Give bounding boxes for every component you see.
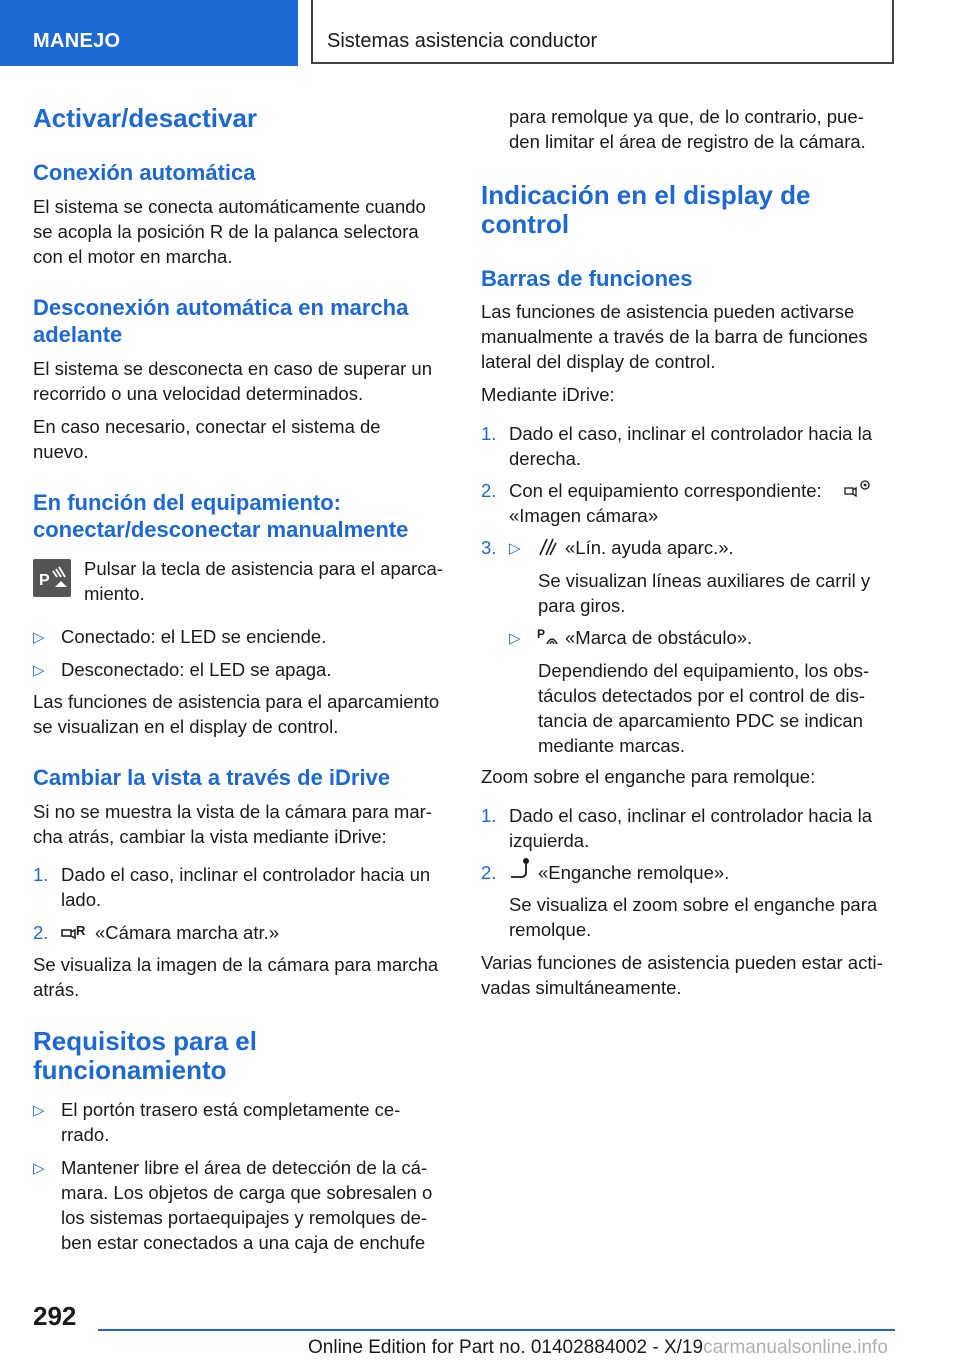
text-line: Se visualiza la imagen de la cámara para marcha	[33, 954, 439, 975]
list-item: Dado el caso, inclinar el controlador hacia la	[509, 805, 873, 826]
heading-indicacion: Indicación en el display de	[481, 180, 811, 210]
list-item: «Marca de obstáculo».	[565, 627, 753, 648]
heading-conexion: Conexión automática	[33, 160, 256, 185]
obstacle-marker-icon	[537, 624, 559, 646]
list-number: 2.	[481, 480, 497, 501]
list-item-cont: para giros.	[538, 595, 626, 616]
svg-text:P: P	[39, 572, 50, 589]
text-line: El sistema se conecta automáticamente cuando	[33, 196, 426, 217]
heading-indicacion-cont: control	[481, 209, 570, 239]
list-item-cont: den limitar el área de registro de la cámara.	[509, 131, 866, 152]
list-item: Desconectado: el LED se apaga.	[61, 659, 332, 680]
text-line: recorrido o una velocidad determinados.	[33, 383, 364, 404]
list-number: 1.	[481, 423, 497, 444]
text-line: con el motor en marcha.	[33, 246, 233, 267]
bullet-triangle-icon: ▷	[33, 1160, 45, 1177]
list-item-cont: Se visualizan líneas auxiliares de carril y	[538, 570, 871, 591]
footer-site-watermark: carmanualsonline.info	[703, 1337, 888, 1358]
heading-requisitos-cont: funcionamiento	[33, 1055, 227, 1085]
list-item: Conectado: el LED se enciende.	[61, 626, 327, 647]
footer-edition: Online Edition for Part no. 01402884002 - X/19	[308, 1337, 704, 1358]
list-item-cont: ben estar conectados a una caja de enchufe	[61, 1232, 426, 1253]
text-line: Las funciones de asistencia pueden activarse	[481, 301, 855, 322]
text-line: Las funciones de asistencia para el aparcamiento	[33, 691, 440, 712]
list-item: «Enganche remolque».	[538, 862, 730, 883]
list-item: «Lín. ayuda aparc.».	[565, 537, 734, 558]
heading-barras: Barras de funciones	[481, 266, 693, 291]
svg-text:P: P	[537, 627, 546, 641]
rear-camera-icon	[61, 920, 87, 942]
section-tab-label: MANEJO	[33, 30, 121, 52]
list-item: Dado el caso, inclinar el controlador hacia un	[61, 864, 431, 885]
list-item-cont: izquierda.	[509, 830, 590, 851]
heading-cambiar: Cambiar la vista a través de iDrive	[33, 765, 391, 790]
list-number: 3.	[481, 537, 497, 558]
list-item-cont: lado.	[61, 889, 102, 910]
text-line: Varias funciones de asistencia pueden estar acti-	[481, 952, 883, 973]
section-tab	[0, 0, 298, 66]
list-item-cont: Se visualiza el zoom sobre el enganche para	[509, 894, 878, 915]
list-item: Con el equipamiento correspondiente:	[509, 480, 822, 501]
text-line: lateral del display de control.	[481, 351, 716, 372]
bullet-triangle-icon: ▷	[509, 630, 521, 647]
list-item-cont: «Imagen cámara»	[509, 505, 659, 526]
bullet-triangle-icon: ▷	[33, 1102, 45, 1119]
svg-text:R: R	[76, 923, 86, 938]
bullet-triangle-icon: ▷	[33, 629, 45, 646]
list-number: 1.	[33, 864, 49, 885]
list-item: Dado el caso, inclinar el controlador hacia la	[509, 423, 873, 444]
parking-assist-button-icon	[33, 559, 71, 597]
text-line: se visualizan en el display de control.	[33, 716, 339, 737]
list-item-cont: tancia de aparcamiento PDC se indican	[538, 710, 863, 731]
text-line: Pulsar la tecla de asistencia para el aparca-	[84, 558, 443, 579]
list-number: 2.	[33, 922, 49, 943]
trailer-hitch-icon	[509, 857, 531, 881]
list-item-cont: derecha.	[509, 448, 581, 469]
heading-funcion: En función del equipamiento:	[33, 490, 341, 515]
list-item-cont: los sistemas portaequipajes y remolques de-	[61, 1207, 428, 1228]
heading-desconexion: Desconexión automática en marcha	[33, 295, 409, 320]
bullet-triangle-icon: ▷	[509, 540, 521, 557]
text-line: vadas simultáneamente.	[481, 977, 682, 998]
bullet-triangle-icon: ▷	[33, 662, 45, 679]
chapter-header	[311, 0, 894, 64]
list-item-cont: mara. Los objetos de carga que sobresalen o	[61, 1182, 433, 1203]
text-line: Si no se muestra la vista de la cámara para mar-	[33, 801, 432, 822]
list-item-cont: rrado.	[61, 1124, 110, 1145]
parking-lines-icon	[537, 535, 557, 557]
list-item-cont: mediante marcas.	[538, 735, 686, 756]
text-line: se acopla la posición R de la palanca selectora	[33, 221, 419, 242]
text-line: Mediante iDrive:	[481, 384, 615, 405]
text-line: manualmente a través de la barra de funciones	[481, 326, 868, 347]
list-number: 2.	[481, 862, 497, 883]
page-number: 292	[33, 1301, 77, 1331]
text-line: Zoom sobre el enganche para remolque:	[481, 766, 816, 787]
text-line: atrás.	[33, 979, 80, 1000]
heading-activar: Activar/desactivar	[33, 103, 258, 133]
list-item-cont: táculos detectados por el control de dis-	[538, 685, 866, 706]
footer-edition-text	[308, 1337, 888, 1359]
footer-divider	[98, 1329, 895, 1331]
list-item: El portón trasero está completamente ce-	[61, 1099, 401, 1120]
text-line: cha atrás, cambiar la vista mediante iDrive:	[33, 826, 387, 847]
list-item: Mantener libre el área de detección de la cá-	[61, 1157, 428, 1178]
list-number: 1.	[481, 805, 497, 826]
heading-requisitos: Requisitos para el	[33, 1026, 257, 1056]
text-line: nuevo.	[33, 441, 89, 462]
heading-funcion-cont: conectar/desconectar manualmente	[33, 517, 409, 542]
list-item: «Cámara marcha atr.»	[95, 922, 280, 943]
text-line: miento.	[84, 583, 145, 604]
list-item-cont: Dependiendo del equipamiento, los obs-	[538, 660, 870, 681]
text-line: El sistema se desconecta en caso de superar un	[33, 358, 433, 379]
camera-settings-icon	[843, 478, 873, 500]
chapter-title: Sistemas asistencia conductor	[327, 30, 598, 52]
text-line: En caso necesario, conectar el sistema de	[33, 416, 381, 437]
list-item-cont: para remolque ya que, de lo contrario, pue-	[509, 106, 864, 127]
list-item-cont: remolque.	[509, 919, 592, 940]
heading-desconexion-cont: adelante	[33, 322, 123, 347]
